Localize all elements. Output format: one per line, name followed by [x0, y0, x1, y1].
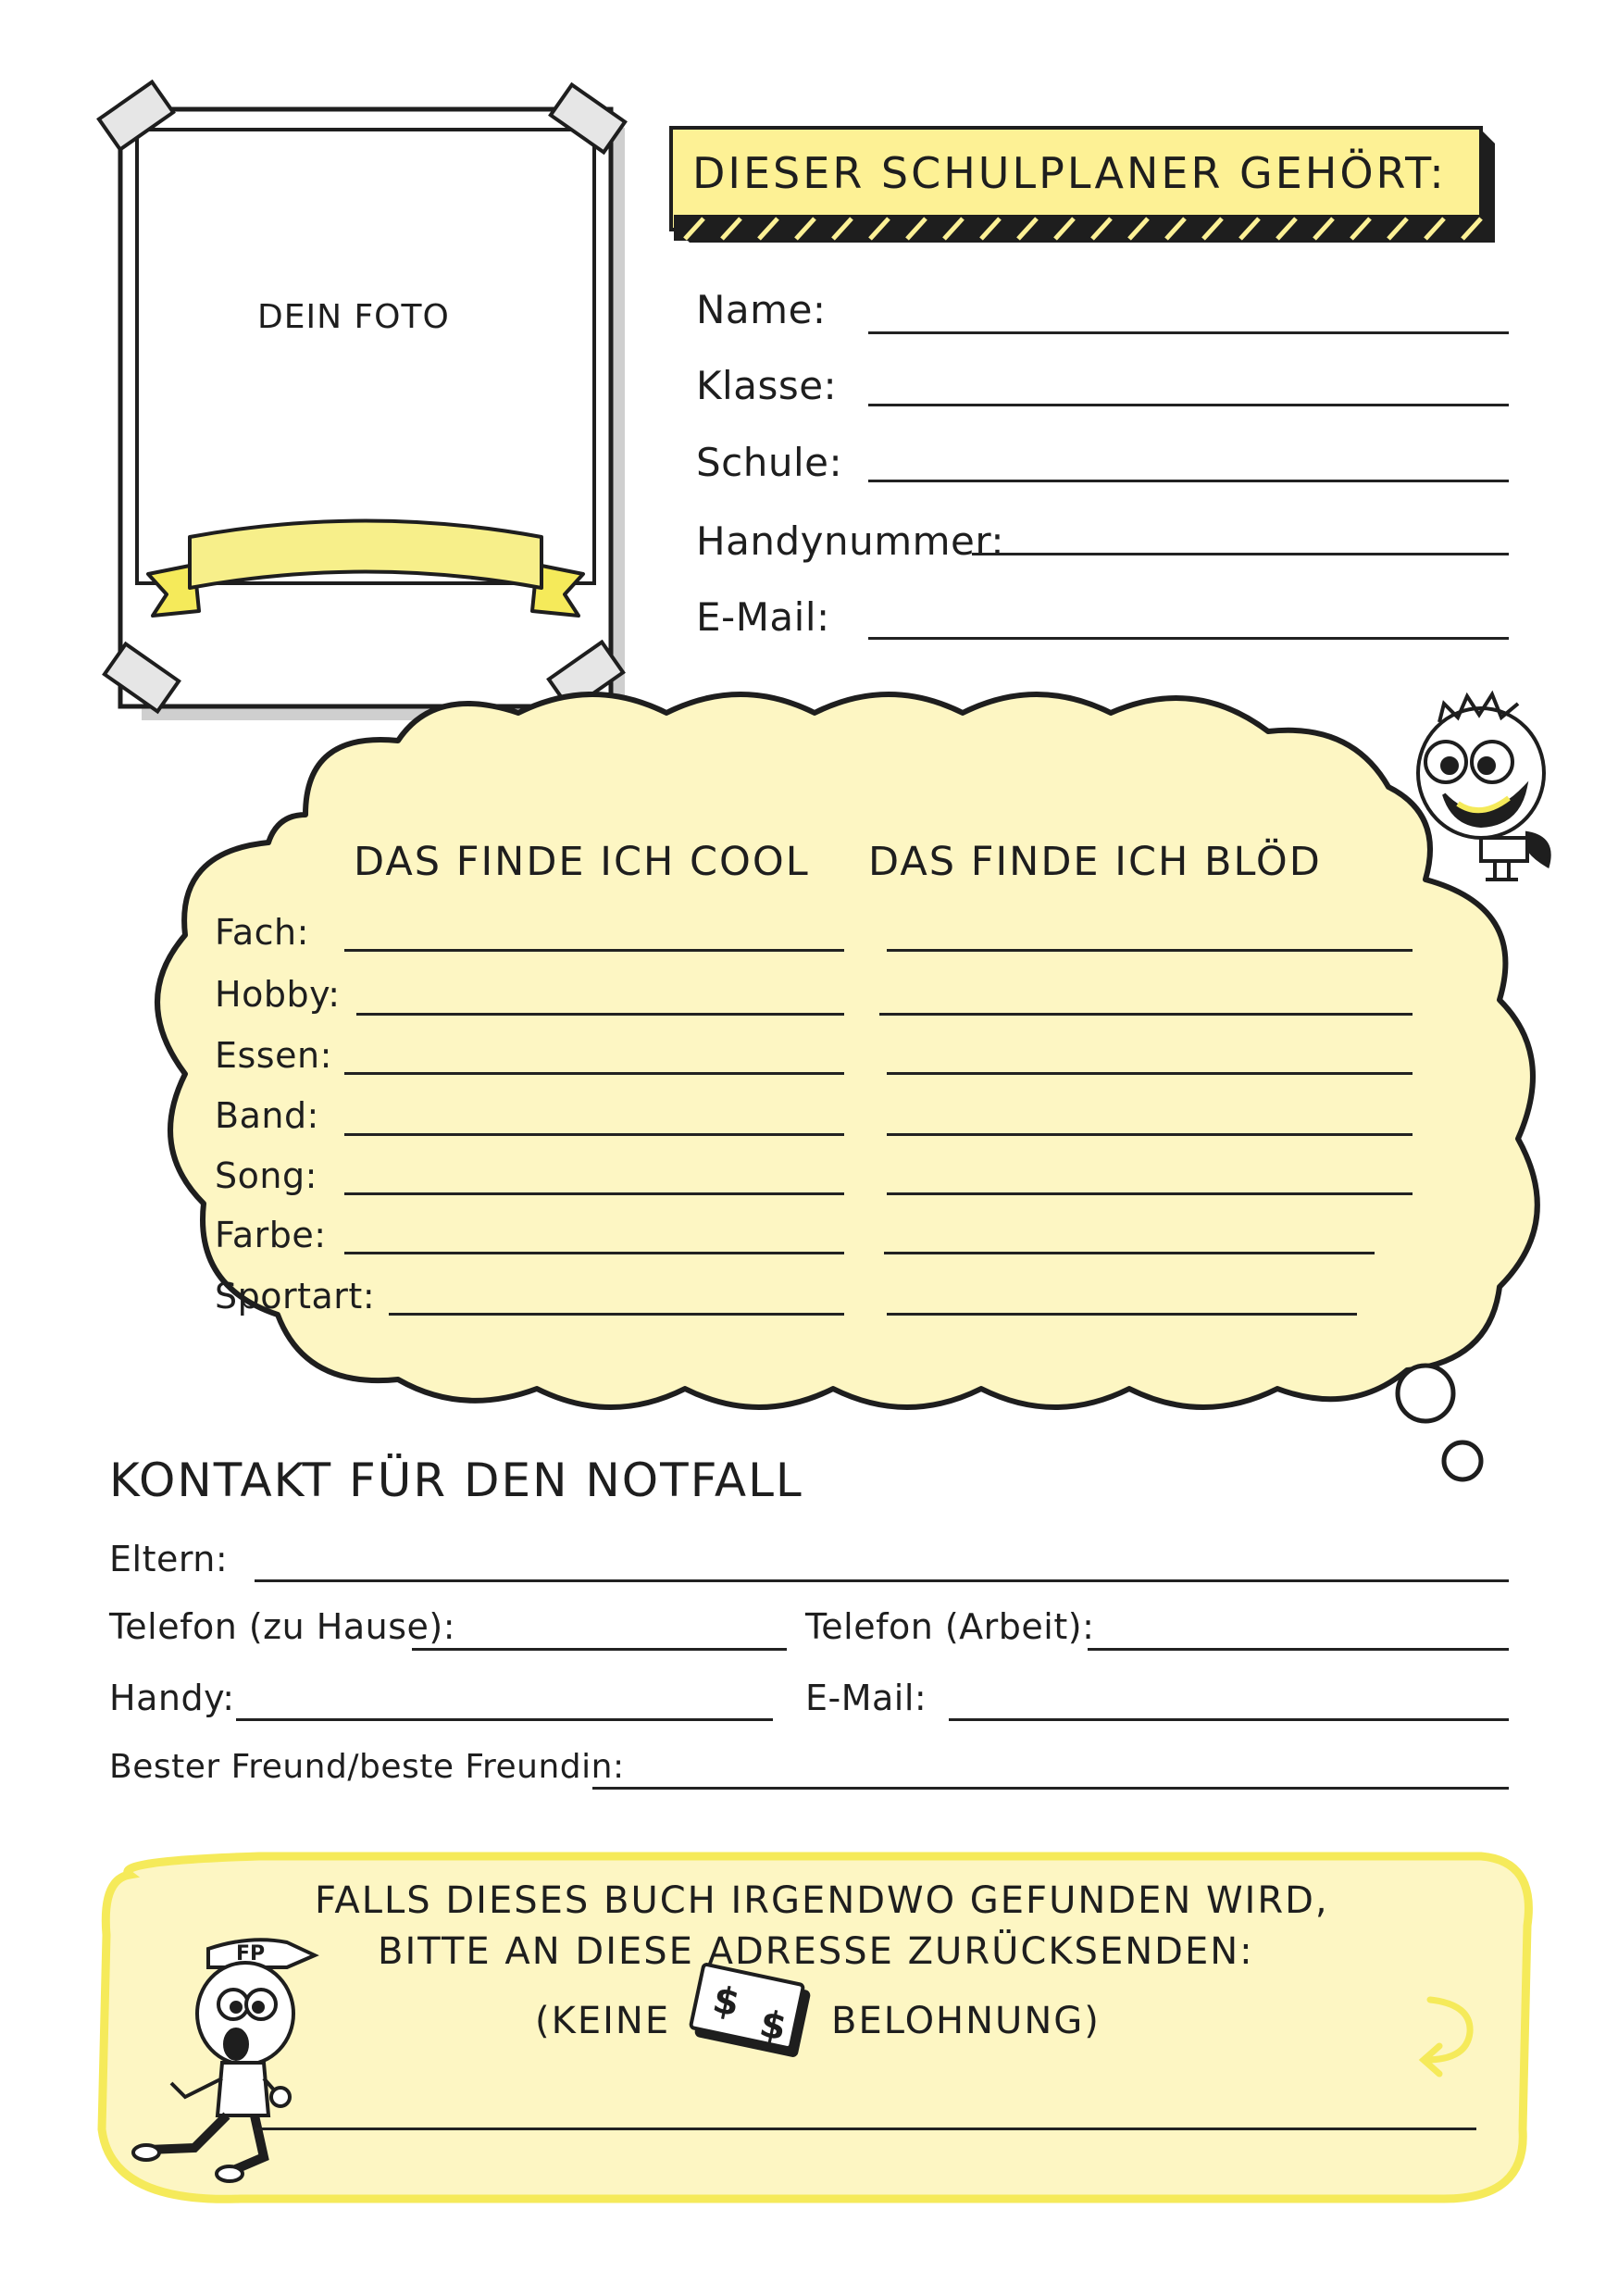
- bloed-field[interactable]: [879, 1013, 1413, 1016]
- bloed-field[interactable]: [884, 1252, 1375, 1254]
- cool-field[interactable]: [344, 949, 844, 952]
- svg-text:$: $: [755, 2002, 790, 2050]
- class-field[interactable]: [868, 404, 1509, 406]
- cool-header: DAS FINDE ICH COOL: [354, 839, 810, 885]
- return-line-1: FALLS DIESES BUCH IRGENDWO GEFUNDEN WIRD,: [315, 1879, 1329, 1922]
- thought-cloud: [157, 694, 1537, 1479]
- emergency-title: KONTAKT FÜR DEN NOTFALL: [109, 1454, 803, 1507]
- email-field[interactable]: [868, 637, 1509, 640]
- phone-field[interactable]: [972, 553, 1509, 555]
- phone-label: Handynummer:: [696, 518, 1005, 564]
- cool-field[interactable]: [344, 1252, 844, 1254]
- cool-field[interactable]: [344, 1072, 844, 1075]
- return-line-2: BITTE AN DIESE ADRESSE ZURÜCKSENDEN:: [378, 1930, 1254, 1973]
- reward-prefix: (KEINE: [535, 2000, 671, 2042]
- likes-row-label: Band:: [215, 1095, 319, 1136]
- owner-banner-title: DIESER SCHULPLANER GEHÖRT:: [692, 148, 1447, 198]
- likes-row-label: Song:: [215, 1155, 317, 1196]
- cool-field[interactable]: [389, 1313, 844, 1316]
- cap-label: FP: [236, 1942, 266, 1965]
- bloed-field[interactable]: [887, 1313, 1357, 1316]
- photo-label: DEIN FOTO: [257, 298, 450, 336]
- likes-row-label: Hobby:: [215, 974, 341, 1015]
- cool-field[interactable]: [344, 1192, 844, 1195]
- mobile-field[interactable]: [236, 1718, 773, 1721]
- phone-home-label: Telefon (zu Hause):: [109, 1606, 456, 1647]
- phone-work-label: Telefon (Arbeit):: [805, 1606, 1095, 1647]
- likes-row-label: Fach:: [215, 912, 309, 953]
- photo-frame: [120, 109, 625, 720]
- bloed-field[interactable]: [887, 1133, 1413, 1136]
- best-friend-label: Bester Freund/beste Freundin:: [109, 1748, 625, 1786]
- email-label: E-Mail:: [696, 594, 830, 640]
- mobile-label: Handy:: [109, 1678, 235, 1718]
- parents-field[interactable]: [255, 1579, 1509, 1582]
- name-field[interactable]: [868, 331, 1509, 334]
- class-label: Klasse:: [696, 363, 838, 408]
- bloed-field[interactable]: [887, 1192, 1413, 1195]
- emergency-email-field[interactable]: [949, 1718, 1509, 1721]
- reward-suffix: BELOHNUNG): [831, 2000, 1101, 2042]
- school-field[interactable]: [868, 480, 1509, 482]
- emergency-email-label: E-Mail:: [805, 1678, 927, 1718]
- doodle-boy-icon: [1418, 694, 1550, 880]
- bloed-field[interactable]: [887, 1072, 1413, 1075]
- cool-field[interactable]: [356, 1013, 844, 1016]
- parents-label: Eltern:: [109, 1539, 229, 1579]
- phone-home-field[interactable]: [412, 1648, 787, 1651]
- cool-field[interactable]: [344, 1133, 844, 1136]
- likes-row-label: Sportart:: [215, 1276, 376, 1316]
- return-address-field[interactable]: [255, 2128, 1476, 2130]
- name-label: Name:: [696, 287, 827, 332]
- likes-row-label: Farbe:: [215, 1215, 327, 1255]
- svg-text:$: $: [709, 1978, 743, 2026]
- likes-row-label: Essen:: [215, 1035, 332, 1076]
- best-friend-field[interactable]: [592, 1787, 1509, 1790]
- school-label: Schule:: [696, 440, 843, 485]
- bloed-header: DAS FINDE ICH BLÖD: [868, 839, 1322, 885]
- phone-work-field[interactable]: [1088, 1648, 1509, 1651]
- bloed-field[interactable]: [887, 949, 1413, 952]
